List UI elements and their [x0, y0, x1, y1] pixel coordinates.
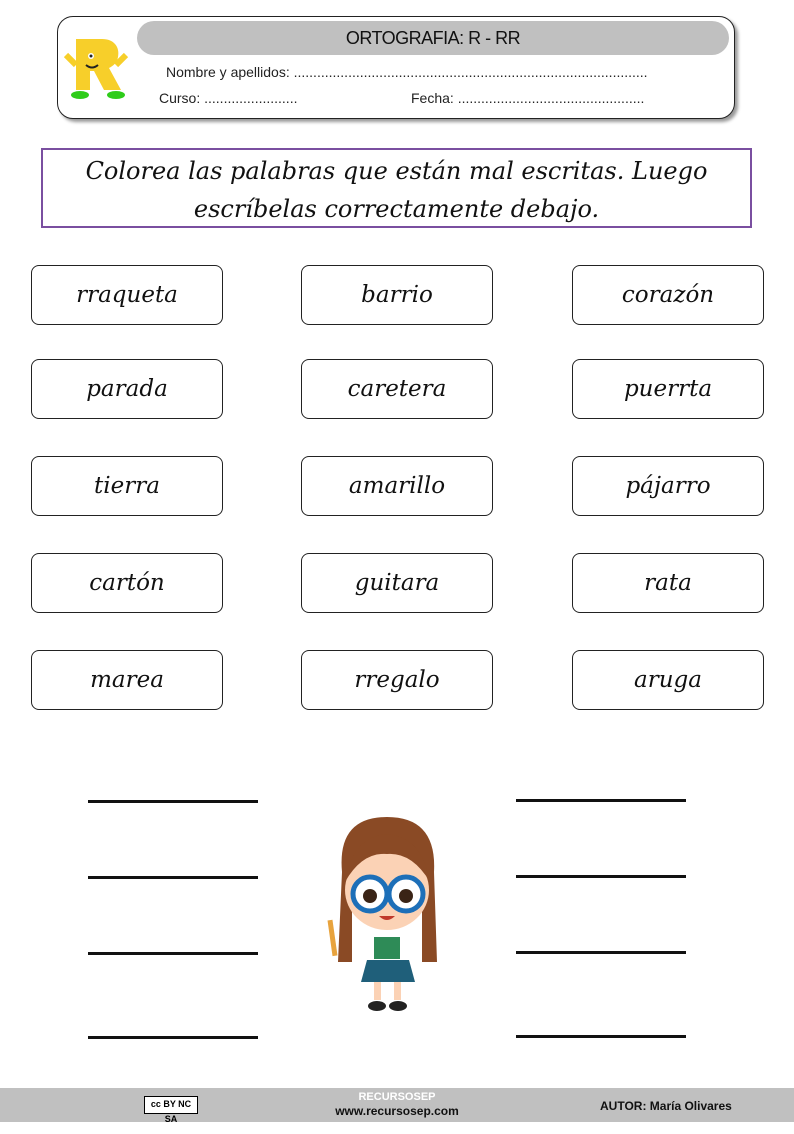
footer-url[interactable]: www.recursosep.com: [335, 1104, 459, 1118]
answer-line[interactable]: [88, 800, 258, 803]
creative-commons-license-badge: cc BY NC SA: [144, 1096, 198, 1114]
word-box[interactable]: guitara: [301, 553, 493, 613]
answer-line[interactable]: [516, 951, 686, 954]
word-box[interactable]: aruga: [572, 650, 764, 710]
word-box[interactable]: puerrta: [572, 359, 764, 419]
answer-line[interactable]: [88, 1036, 258, 1039]
answer-line[interactable]: [88, 876, 258, 879]
word-box[interactable]: barrio: [301, 265, 493, 325]
word-box[interactable]: amarillo: [301, 456, 493, 516]
letter-r-mascot-icon: [64, 35, 130, 99]
word-box[interactable]: parada: [31, 359, 223, 419]
girl-with-glasses-illustration: [322, 812, 452, 1014]
footer-brand: RECURSOSEP: [358, 1091, 436, 1103]
date-field-label: Fecha: ................................................: [411, 90, 645, 106]
word-box[interactable]: caretera: [301, 359, 493, 419]
word-box[interactable]: corazón: [572, 265, 764, 325]
word-box[interactable]: marea: [31, 650, 223, 710]
footer-author: AUTOR: María Olivares: [600, 1099, 732, 1113]
answer-line[interactable]: [516, 875, 686, 878]
name-field-label: Nombre y apellidos: ...........................................................................................: [166, 64, 648, 80]
word-box[interactable]: tierra: [31, 456, 223, 516]
worksheet-header: [57, 16, 735, 119]
worksheet-title: ORTOGRAFIA: R - RR: [137, 21, 729, 55]
answer-line[interactable]: [88, 952, 258, 955]
word-box[interactable]: cartón: [31, 553, 223, 613]
word-box[interactable]: rraqueta: [31, 265, 223, 325]
answer-line[interactable]: [516, 799, 686, 802]
answer-line[interactable]: [516, 1035, 686, 1038]
course-field-label: Curso: ........................: [159, 90, 298, 106]
footer: [0, 1088, 794, 1122]
instructions: Colorea las palabras que están mal escritas. Luego escríbelas correctamente debajo.: [41, 148, 752, 228]
word-box[interactable]: rata: [572, 553, 764, 613]
word-box[interactable]: pájarro: [572, 456, 764, 516]
word-box[interactable]: rregalo: [301, 650, 493, 710]
